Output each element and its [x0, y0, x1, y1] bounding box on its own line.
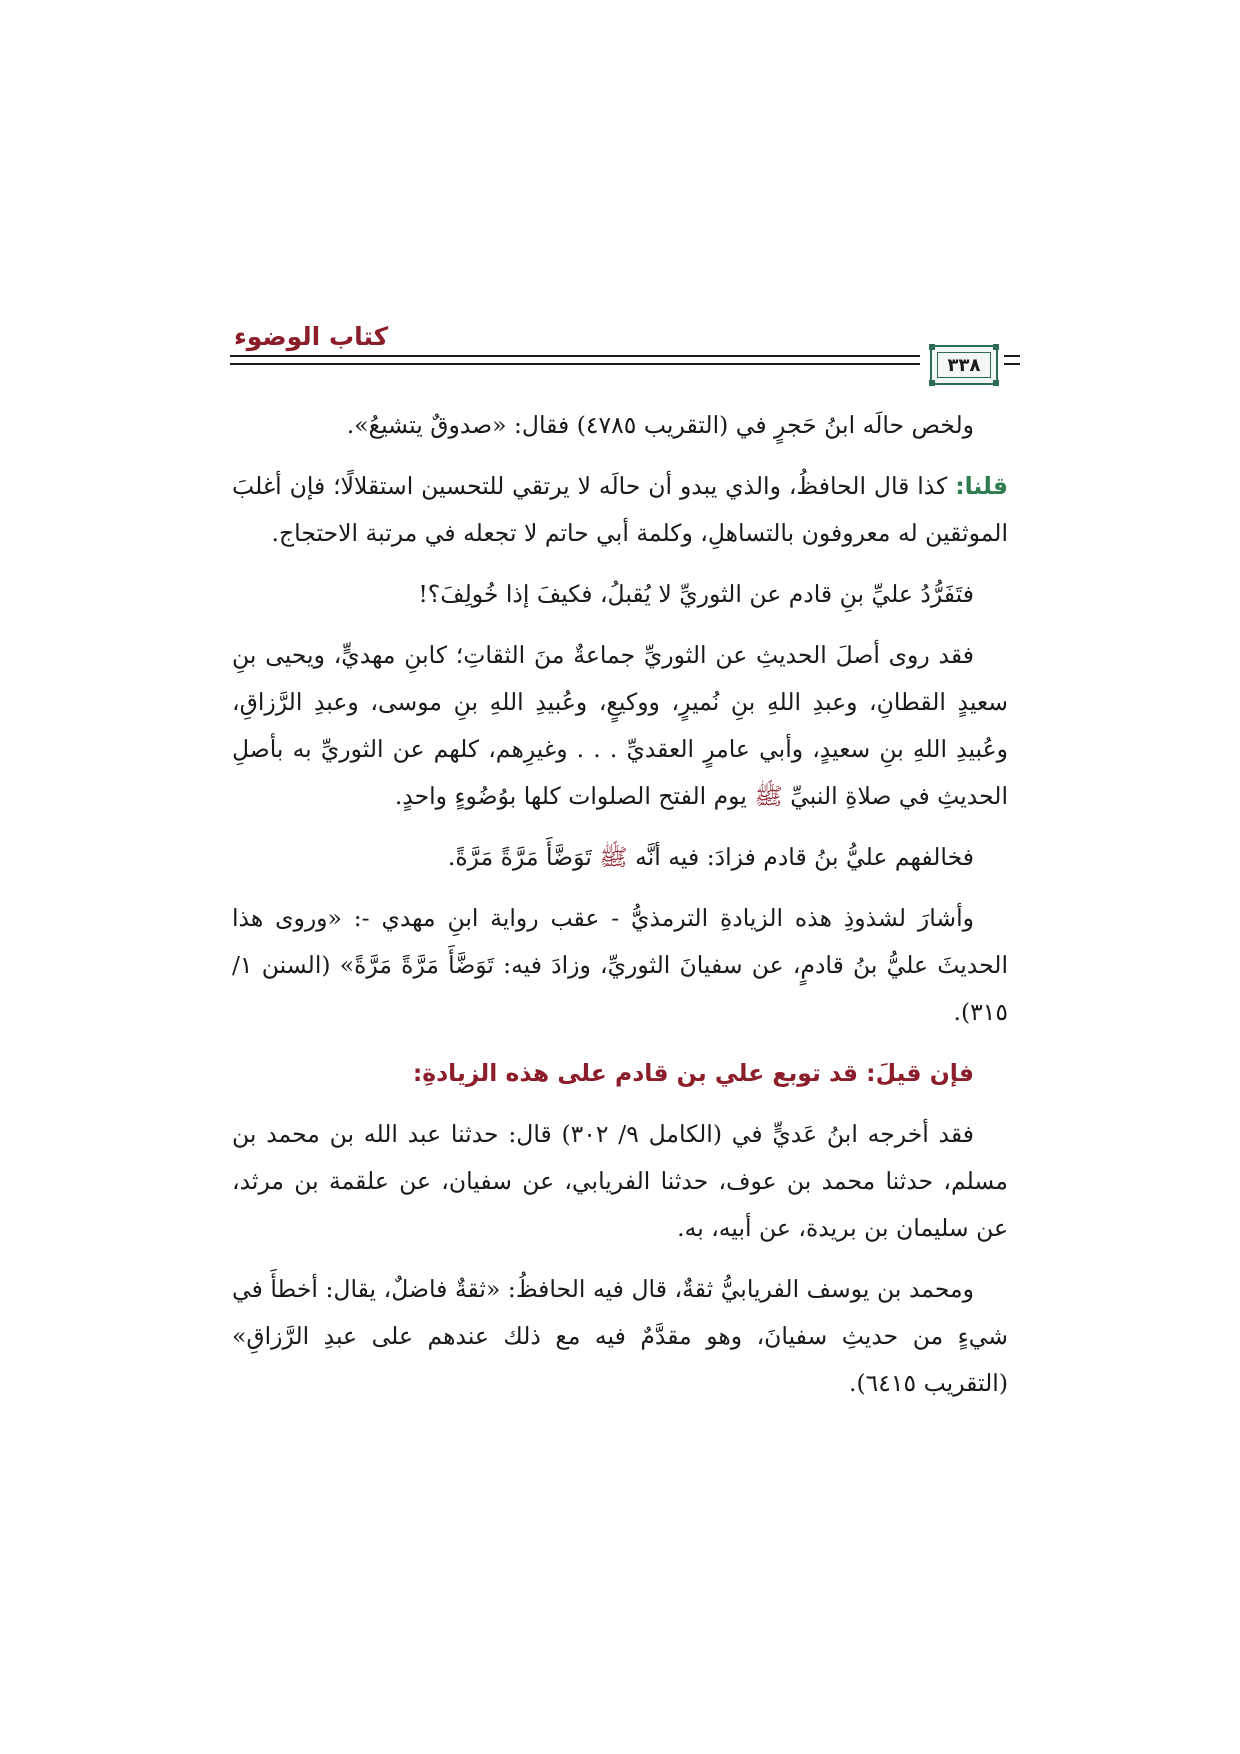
paragraph: [232, 895, 1008, 1036]
paragraph-text: يوم الفتح الصلوات كلها بوُضُوءٍ واحدٍ.: [394, 782, 755, 810]
paragraph-text: فقد روى أصلَ الحديثِ عن الثوريِّ جماعةٌ منَ الثقاتِ؛ كابنِ مهديٍّ، ويحيى بنِ سعيدٍ القطانِ، وعبدِ اللهِ بنِ نُميرٍ، ووكيعٍ، وعُبيدِ اللهِ بنِ موسى، وعبدِ الرَّزاقِ، وعُبيدِ اللهِ بنِ سعيدٍ، وأبي عامرٍ العقديِّ . . . وغيرِهم، كلهم عن الثوريِّ به بأصلِ الحديثِ في صلاةِ النبيِّ: [232, 641, 1008, 810]
paragraph-text: فتَفَرُّدُ عليِّ بنِ قادم عن الثوريِّ لا يُقبلُ، فكيفَ إذا خُولِفَ؟!: [418, 580, 974, 608]
paragraph: [232, 463, 1008, 557]
paragraph: [232, 1266, 1008, 1407]
paragraph-text: ولخص حالَه ابنُ حَجرٍ في (التقريب ٤٧٨٥) فقال: «صدوقٌ يتشيعُ».: [346, 411, 974, 439]
paragraph-text: فخالفهم عليُّ بنُ قادم فزادَ: فيه أنَّه: [627, 843, 974, 871]
qulna-label: قلنا:: [955, 472, 1008, 500]
running-title: كتاب الوضوء: [234, 322, 389, 351]
paragraph-text: كذا قال الحافظُ، والذي يبدو أن حالَه لا يرتقي للتحسين استقلالًا؛ فإن أغلبَ الموثقين له معروفون بالتساهلِ، وكلمة أبي حاتم لا تجعله في مرتبة الاحتجاج.: [232, 472, 1008, 547]
paragraph: [232, 1050, 1008, 1097]
honorific-symbol: ﷺ: [599, 843, 628, 871]
page-number: ٣٣٨: [937, 352, 991, 378]
header-rule-bottom: [230, 363, 920, 365]
header-rule-right-bottom: [1004, 363, 1020, 365]
page-number-frame: [930, 345, 998, 385]
paragraph: [232, 632, 1008, 820]
paragraph-text: وأشارَ لشذوذِ هذه الزيادةِ الترمذيُّ - عقب رواية ابنِ مهدي -: «وروى هذا الحديثَ عليُّ بنُ قادمٍ، عن سفيانَ الثوريِّ، وزادَ فيه: تَوَضَّأَ مَرَّةً مَرَّةً» (السنن ١/ ٣١٥).: [232, 904, 1008, 1026]
frame-ornament-icon: [929, 380, 935, 386]
section-heading: فإن قيلَ: قد توبع علي بن قادم على هذه الزيادةِ:: [412, 1059, 974, 1087]
paragraph: [232, 834, 1008, 881]
paragraph-text: ومحمد بن يوسف الفريابيُّ ثقةٌ، قال فيه الحافظُ: «ثقةٌ فاضلٌ، يقال: أخطأَ في شيءٍ من حديثِ سفيانَ، وهو مقدَّمٌ فيه مع ذلك عندهم على عبدِ الرَّزاقِ» (التقريب ٦٤١٥).: [232, 1275, 1008, 1397]
frame-ornament-icon: [993, 380, 999, 386]
header-rule-right-top: [1004, 355, 1020, 357]
paragraph: [232, 402, 1008, 449]
page-header: [230, 300, 1020, 390]
header-rule-top: [230, 355, 920, 357]
frame-ornament-icon: [929, 344, 935, 350]
frame-ornament-icon: [993, 344, 999, 350]
paragraph-text: فقد أخرجه ابنُ عَديٍّ في (الكامل ٩/ ٣٠٢) قال: حدثنا عبد الله بن محمد بن مسلم، حدثنا محمد بن عوف، حدثنا الفريابي، عن سفيان، عن علقمة بن مرثد، عن سليمان بن بريدة، عن أبيه، به.: [232, 1120, 1008, 1242]
body-text: [232, 402, 1008, 1421]
paragraph-text: تَوَضَّأَ مَرَّةً مَرَّةً.: [447, 843, 600, 871]
paragraph: [232, 571, 1008, 618]
paragraph: [232, 1111, 1008, 1252]
honorific-symbol: ﷺ: [754, 782, 783, 810]
